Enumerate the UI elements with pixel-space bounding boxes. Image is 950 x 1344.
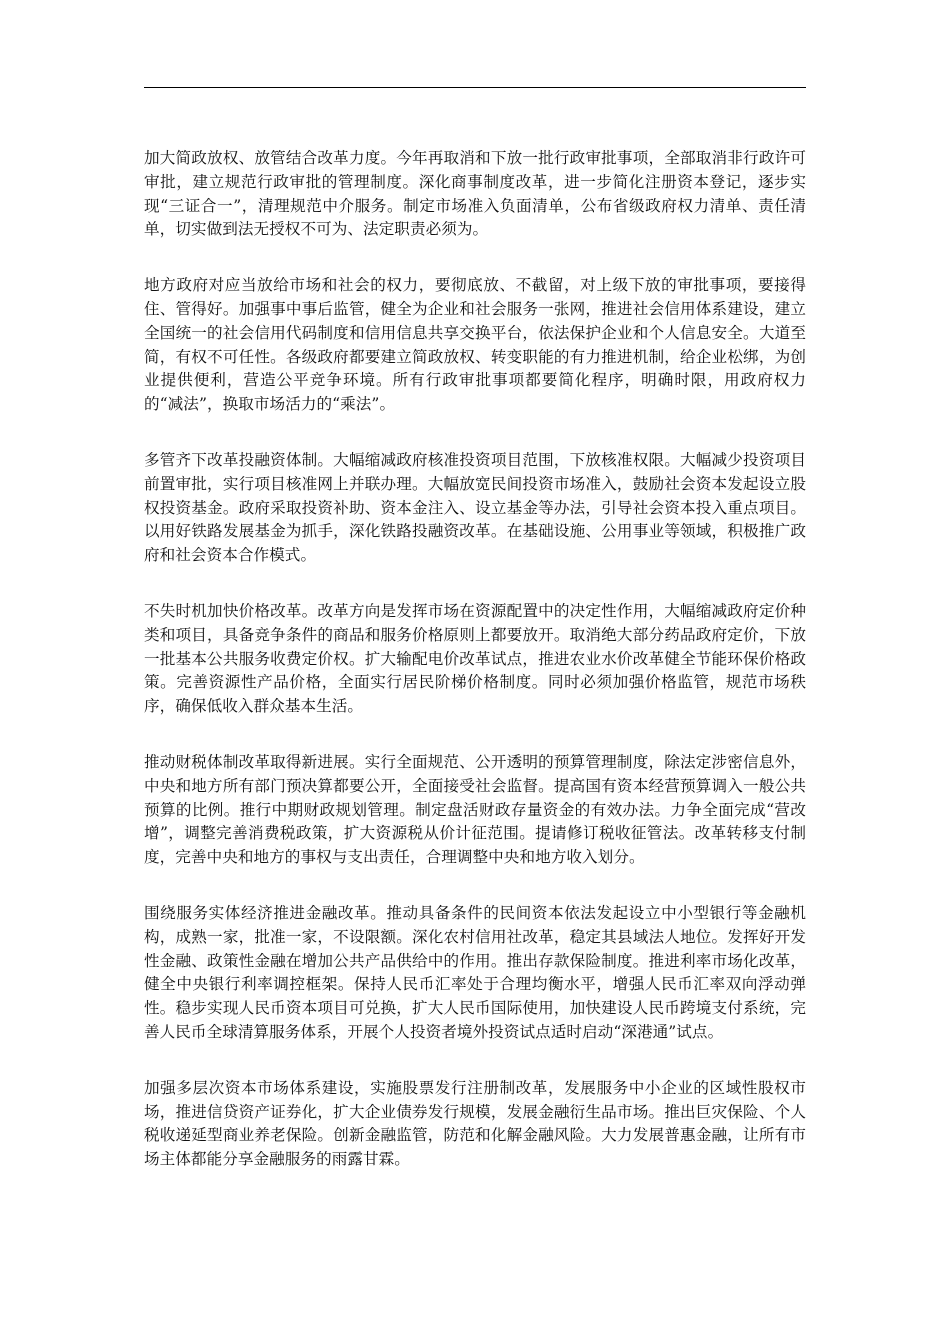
paragraph-2: 地方政府对应当放给市场和社会的权力，要彻底放、不截留，对上级下放的审批事项，要接得住、管得好。加强事中事后监管，健全为企业和社会服务一张网，推进社会信用体系建设，建立全国统一的社会信用代码制度和信用信息共享交换平台，依法保护企业和个人信息安全。大道至简，有权不可任性。各级政府都要建立简政放权、转变职能的有力推进机制，给企业松绑，为创业提供便利，营造公平竞争环境。所有行政审批事项都要简化程序，明确时限，用政府权力的“减法”，换取市场活力的“乘法”。 — [144, 276, 806, 414]
paragraph-5: 推动财税体制改革取得新进展。实行全面规范、公开透明的预算管理制度，除法定涉密信息外，中央和地方所有部门预决算都要公开，全面接受社会监督。提高国有资本经营预算调入一般公共预算的比例。推行中期财政规划管理。制定盘活财政存量资金的有效办法。力争全面完成“营改增”，调整完善消费税政策，扩大资源税从价计征范围。提请修订税收征管法。改革转移支付制度，完善中央和地方的事权与支出责任，合理调整中央和地方收入划分。 — [144, 752, 806, 867]
paragraph-1: 加大简政放权、放管结合改革力度。今年再取消和下放一批行政审批事项，全部取消非行政许可审批，建立规范行政审批的管理制度。深化商事制度改革，进一步简化注册资本登记，逐步实现“三证合一”，清理规范中介服务。制定市场准入负面清单，公布省级政府权力清单、责任清单，切实做到法无授权不可为、法定职责必须为。 — [144, 149, 806, 239]
paragraph-4: 不失时机加快价格改革。改革方向是发挥市场在资源配置中的决定性作用，大幅缩减政府定价种类和项目，具备竞争条件的商品和服务价格原则上都要放开。取消绝大部分药品政府定价，下放一批基本公共服务收费定价权。扩大输配电价改革试点，推进农业水价改革健全节能环保价格政策。完善资源性产品价格，全面实行居民阶梯价格制度。同时必须加强价格监管，规范市场秩序，确保低收入群众基本生活。 — [144, 601, 806, 716]
document-body — [144, 147, 806, 1204]
paragraph-6: 围绕服务实体经济推进金融改革。推动具备条件的民间资本依法发起设立中小型银行等金融机构，成熟一家，批准一家，不设限额。深化农村信用社改革，稳定其县域法人地位。发挥好开发性金融、政策性金融在增加公共产品供给中的作用。推出存款保险制度。推进利率市场化改革，健全中央银行利率调控框架。保持人民币汇率处于合理均衡水平，增强人民币汇率双向浮动弹性。稳步实现人民币资本项目可兑换，扩大人民币国际使用，加快建设人民币跨境支付系统，完善人民币全球清算服务体系，开展个人投资者境外投资试点适时启动“深港通”试点。 — [144, 903, 806, 1041]
header-rule — [144, 87, 806, 88]
paragraph-7: 加强多层次资本市场体系建设，实施股票发行注册制改革，发展服务中小企业的区域性股权市场，推进信贷资产证券化，扩大企业债券发行规模，发展金融衍生品市场。推出巨灾保险、个人税收递延型商业养老保险。创新金融监管，防范和化解金融风险。大力发展普惠金融，让所有市场主体都能分享金融服务的雨露甘霖。 — [144, 1078, 806, 1169]
paragraph-3: 多管齐下改革投融资体制。大幅缩减政府核准投资项目范围，下放核准权限。大幅减少投资项目前置审批，实行项目核准网上并联办理。大幅放宽民间投资市场准入，鼓励社会资本发起设立股权投资基金。政府采取投资补助、资本金注入、设立基金等办法，引导社会资本投入重点项目。以用好铁路发展基金为抓手，深化铁路投融资改革。在基础设施、公用事业等领域，积极推广政府和社会资本合作模式。 — [144, 450, 806, 565]
